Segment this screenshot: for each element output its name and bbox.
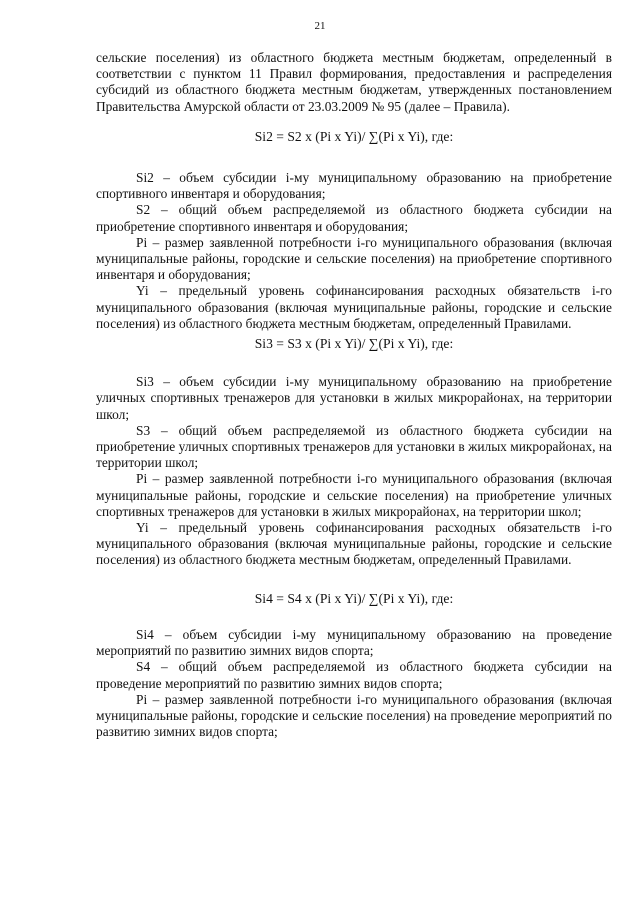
definition-si2: Si2 – объем субсидии i-му муниципальному образованию на приобретение спортивного инвентаря и оборудования; — [96, 170, 612, 202]
definition-s3: S3 – общий объем распределяемой из областного бюджета субсидии на приобретение уличных спортивных тренажеров для установки в жилых микрорайонах, на территории школ; — [96, 422, 612, 471]
formula-si4: Si4 = S4 x (Pi x Yi)/ ∑(Pi x Yi), где: — [254, 590, 454, 606]
definition-yi: Yi – предельный уровень софинансирования расходных обязательств i-го муниципального образования (включая муниципальные районы, городские и сельские поселения) из областного бюджета местным бюджетам, определенный Правилами. — [96, 283, 612, 331]
definition-pi: Pi – размер заявленной потребности i-го муниципального образования (включая муниципальные районы, городские и сельские поселения) на приобретение уличных спортивных тренажеров для установки в жилых микрорайонах, на территории школ; — [96, 471, 612, 519]
document-body — [96, 50, 612, 740]
page-number: 21 — [314, 20, 326, 32]
definition-s2: S2 – общий объем распределяемой из областного бюджета субсидии на приобретение спортивного инвентаря и оборудования; — [96, 202, 612, 234]
definition-yi: Yi – предельный уровень софинансирования расходных обязательств i-го муниципального образования (включая муниципальные районы, городские и сельские поселения) из областного бюджета местным бюджетам, определенный Правилами. — [96, 520, 612, 568]
formula-si3: Si3 = S3 x (Pi x Yi)/ ∑(Pi x Yi), где: — [254, 336, 454, 352]
intro-paragraph: сельские поселения) из областного бюджета местным бюджетам, определенный в соответствии с пунктом 11 Правил формирования, предоставления и распределения субсидий из областного бюджета местным бюджетам, утвержденных постановлением Правительства Амурской области от 23.03.2009 № 95 (далее – Правила). — [96, 50, 612, 114]
definition-pi: Pi – размер заявленной потребности i-го муниципального образования (включая муниципальные районы, городские и сельские поселения) на приобретение спортивного инвентаря и оборудования; — [96, 234, 612, 283]
formula-si2: Si2 = S2 x (Pi x Yi)/ ∑(Pi x Yi), где: — [254, 128, 454, 144]
definition-s4: S4 – общий объем распределяемой из областного бюджета субсидии на проведение мероприятий по развитию зимних видов спорта; — [96, 659, 612, 691]
definition-si4: Si4 – объем субсидии i-му муниципальному образованию на проведение мероприятий по развитию зимних видов спорта; — [96, 626, 612, 659]
definition-si3: Si3 – объем субсидии i-му муниципальному образованию на приобретение уличных спортивных тренажеров для установки в жилых микрорайонах, на территории школ; — [96, 374, 612, 422]
definition-pi: Pi – размер заявленной потребности i-го муниципального образования (включая муниципальные районы, городские и сельские поселения) на проведение мероприятий по развитию зимних видов спорта; — [96, 691, 612, 740]
